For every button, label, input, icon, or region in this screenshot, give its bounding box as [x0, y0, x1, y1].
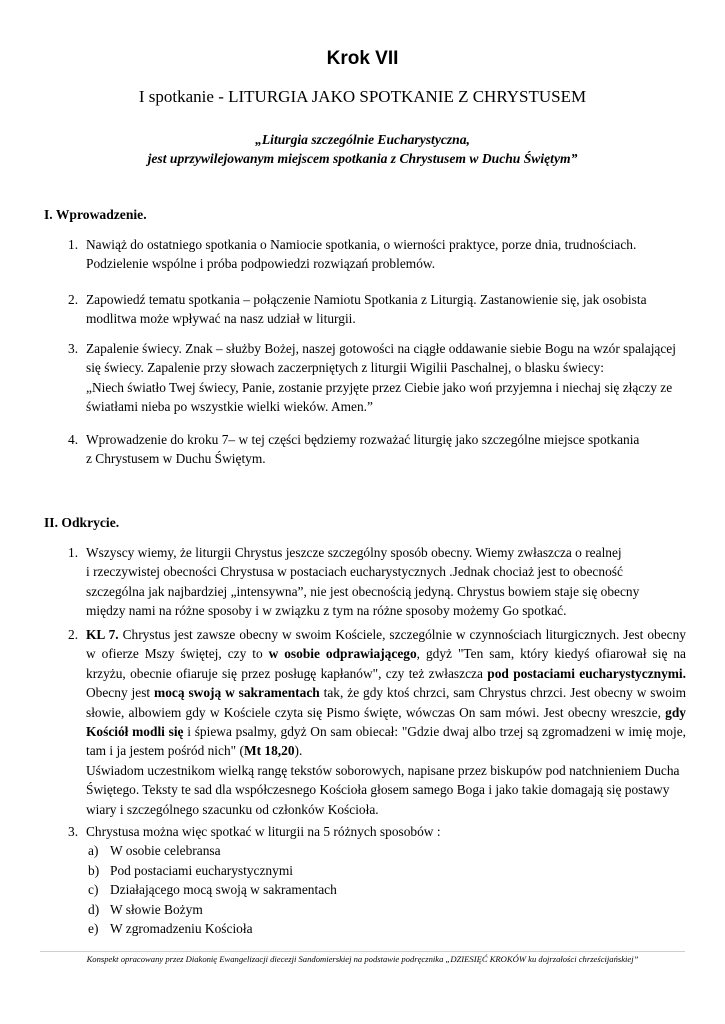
footer-divider — [40, 951, 685, 952]
motto-quote — [0, 130, 725, 168]
item-number: 1. — [68, 545, 79, 560]
text-line: szczególna jak najbardziej „intensywna”, nie jest obecnością jedyną. Chrystus bowiem staje się obecny — [86, 583, 640, 599]
item-number: 3. — [68, 824, 79, 839]
intro-item-4 — [68, 430, 686, 469]
text-line: Świętego. Teksty te sad dla współczesnego Kościoła głosem samego Boga i jako takie domagają się postawy — [86, 782, 670, 798]
item-number: 2. — [68, 627, 79, 642]
list-item: b) Pod postaciami eucharystycznymi — [88, 862, 293, 878]
text-line: Podzielenie wspólne i próba podpowiedzi rozwiązań problemów. — [86, 256, 436, 272]
text-line: Wprowadzenie do kroku 7– w tej części będziemy rozważać liturgię jako szczególne miejsce spotkania — [86, 432, 640, 447]
item-number: 2. — [68, 292, 79, 307]
item-number: 3. — [68, 341, 79, 356]
item-number: 1. — [68, 237, 79, 252]
list-item: e) W zgromadzeniu Kościoła — [88, 921, 253, 937]
item-number: 4. — [68, 432, 79, 447]
discovery-item-3 — [68, 822, 686, 938]
text-line: wiary i szczególnego szacunku od członków Kościoła. — [86, 801, 379, 817]
text-line: Uświadom uczestnikom wielką rangę tekstów soborowych, napisane przez biskupów pod natchnieniem Ducha — [86, 762, 680, 778]
text-line: Chrystusa można więc spotkać w liturgii na 5 różnych sposobów : — [86, 824, 441, 839]
section-heading-discovery: II. Odkrycie. — [44, 515, 120, 530]
section-heading-introduction: I. Wprowadzenie. — [44, 207, 147, 222]
page-title: Krok VII — [326, 48, 399, 69]
kl7-reference: KL 7. — [86, 627, 119, 642]
discovery-item-2 — [68, 625, 686, 819]
text-line: Nawiąż do ostatniego spotkania o Namiocie spotkania, o wierności praktyce, porze dnia, trudnościach. — [86, 237, 637, 252]
list-item: a) W osobie celebransa — [88, 843, 221, 859]
text-line: światłami nieba po wszystkie wielki wieków. Amen.” — [86, 399, 373, 415]
intro-item-3 — [68, 339, 686, 417]
text-line: między nami na różne sposoby i w związku z tym na różne sposoby możemy Go spotkać. — [86, 603, 567, 619]
list-item: d) W słowie Bożym — [88, 901, 203, 917]
text-line: i rzeczywistej obecności Chrystusa w postaciach eucharystycznych .Jednak chociaż jest to obecność — [86, 564, 623, 580]
text-line: Zapalenie świecy. Znak – służby Bożej, naszej gotowości na ciągłe oddawanie siebie Bogu na wzór spalającej — [86, 341, 676, 356]
motto-line-1: „Liturgia szczególnie Eucharystyczna, — [255, 132, 470, 147]
text-line: modlitwa może wpływać na nasz udział w liturgii. — [86, 311, 356, 327]
discovery-item-1 — [68, 543, 686, 621]
kl7-citation-paragraph: KL 7. Chrystus jest zawsze obecny w swoim Kościele, szczególnie w czynnościach liturgicznych. Jest obecny w ofierze Mszy świętej, czy to w osobie odprawiającego, gdyż "Ten sam, który kiedyś ofiarował się na krzyżu, obecnie ofiaruje się przez posługę kapłanów", czy też zwłaszcza pod postaciami eucharystycznymi. Obecny jest mocą swoją w sakramentach tak, że gdy ktoś chrzci, sam Chrystus chrzci. Jest obecny w swoim słowie, albowiem gdy w Kościele czyta się Pismo święte, wówczas On sam mówi. Jest obecny wreszcie, gdy Kościół modli się i śpiewa psalmy, gdyż On sam obiecał: "Gdzie dwaj albo trzej są zgromadzeni w imię moje, tam i ja jestem pośród nich" (Mt 18,20). — [86, 627, 687, 759]
motto-line-2: jest uprzywilejowanym miejscem spotkania z Chrystusem w Duchu Świętym” — [147, 151, 578, 166]
ways-list — [88, 841, 686, 938]
intro-item-1 — [68, 235, 686, 274]
text-line: się świecy. Zapalenie przy słowach zaczerpniętych z liturgii Wigilii Paschalnej, o blasku świecy: — [86, 360, 604, 376]
text-line: z Chrystusem w Duchu Świętym. — [86, 451, 266, 467]
footer-note: Konspekt opracowany przez Diakonię Ewangelizacji diecezji Sandomierskiej na podstawie podręcznika „DZIESIĘĆ KROKÓW ku dojrzałości chrześcijańskiej” — [86, 954, 639, 964]
list-item: c) Działającego mocą swoją w sakramentach — [88, 882, 337, 898]
text-line: Wszyscy wiemy, że liturgii Chrystus jeszcze szczególny sposób obecny. Wiemy zwłaszcza o realnej — [86, 545, 622, 560]
text-line: „Niech światło Twej świecy, Panie, zostanie przyjęte przez Ciebie jako woń przyjemna i niechaj się złączy ze — [86, 379, 673, 395]
page-subtitle: I spotkanie - LITURGIA JAKO SPOTKANIE Z CHRYSTUSEM — [138, 87, 587, 106]
text-line: Zapowiedź tematu spotkania – połączenie Namiotu Spotkania z Liturgią. Zastanowienie się, jak osobista — [86, 292, 647, 307]
intro-item-2 — [68, 290, 686, 329]
